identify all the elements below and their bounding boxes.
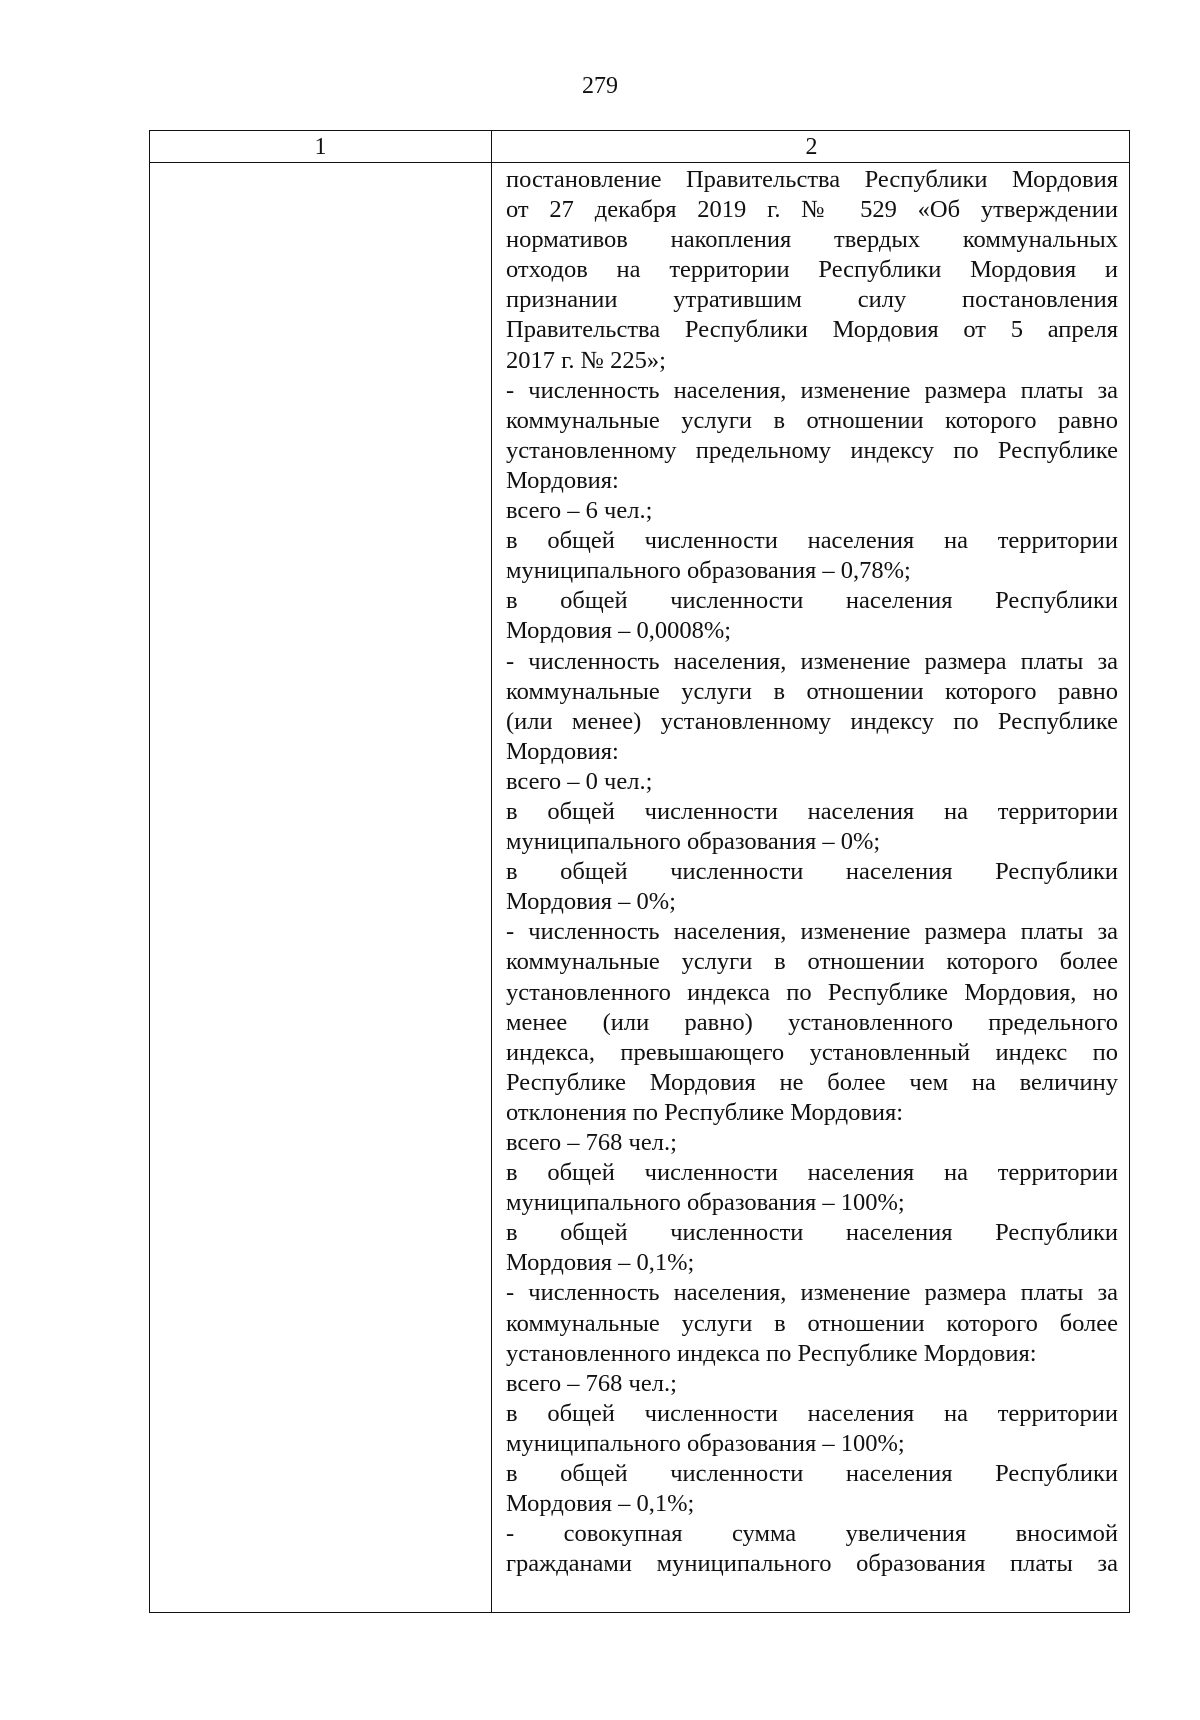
text-line: - численность населения, изменение размера платы за bbox=[506, 376, 1118, 404]
page-number: 279 bbox=[582, 73, 618, 99]
text-line: коммунальные услуги в отношении которого равно bbox=[506, 677, 1118, 705]
text-line: признании утратившим силу постановления bbox=[506, 286, 1118, 314]
text-line: Мордовия: bbox=[506, 466, 619, 494]
text-line: Мордовия – 0,0008%; bbox=[506, 617, 732, 645]
text-line: в общей численности населения Республики bbox=[506, 1219, 1118, 1247]
text-line: - совокупная сумма увеличения вносимой bbox=[506, 1520, 1118, 1548]
text-line: Мордовия – 0,1%; bbox=[506, 1490, 695, 1518]
text-line: установленного индекса по Республике Мордовия, но bbox=[506, 978, 1118, 1006]
text-line: всего – 6 чел.; bbox=[506, 497, 653, 525]
text-line: отходов на территории Республики Мордовия и bbox=[506, 256, 1118, 284]
text-line: коммунальные услуги в отношении которого более bbox=[506, 948, 1118, 976]
text-line: нормативов накопления твердых коммунальных bbox=[506, 226, 1118, 254]
text-line: Республике Мордовия не более чем на величину bbox=[506, 1068, 1118, 1096]
text-line: индекса, превышающего установленный индекс по bbox=[506, 1038, 1118, 1066]
text-line: от 27 декабря 2019 г. № 529 «Об утверждении bbox=[506, 196, 1118, 224]
text-line: муниципального образования – 100%; bbox=[506, 1189, 905, 1217]
text-line: установленному предельному индексу по Республике bbox=[506, 436, 1118, 464]
text-line: в общей численности населения на территории bbox=[506, 797, 1118, 825]
text-line: - численность населения, изменение размера платы за bbox=[506, 1279, 1118, 1307]
text-line: установленного индекса по Республике Мордовия: bbox=[506, 1339, 1037, 1367]
text-line: муниципального образования – 0,78%; bbox=[506, 557, 911, 585]
document-table bbox=[149, 130, 1130, 1613]
text-line: всего – 768 чел.; bbox=[506, 1129, 677, 1156]
text-line: в общей численности населения Республики bbox=[506, 587, 1118, 615]
column-divider bbox=[491, 131, 492, 1612]
text-line: всего – 768 чел.; bbox=[506, 1369, 677, 1397]
text-line: Мордовия – 0%; bbox=[506, 888, 676, 916]
text-line: в общей численности населения на территории bbox=[506, 1399, 1118, 1427]
column-2-cell-text bbox=[506, 165, 1118, 1610]
text-line: в общей численности населения на территории bbox=[506, 527, 1118, 555]
text-line: муниципального образования – 0%; bbox=[506, 828, 881, 856]
text-line: всего – 0 чел.; bbox=[506, 767, 653, 795]
text-line: (или менее) установленному индексу по Республике bbox=[506, 707, 1118, 735]
text-line: постановление Правительства Республики Мордовия bbox=[506, 166, 1118, 193]
text-line: муниципального образования – 100%; bbox=[506, 1429, 905, 1457]
column-header-2: 2 bbox=[805, 134, 818, 160]
text-line: коммунальные услуги в отношении которого равно bbox=[506, 406, 1118, 434]
text-line: Мордовия – 0,1%; bbox=[506, 1249, 695, 1277]
text-line: отклонения по Республике Мордовия: bbox=[506, 1098, 904, 1126]
text-line: в общей численности населения на территории bbox=[506, 1159, 1118, 1187]
column-header-1: 1 bbox=[314, 134, 327, 160]
text-line: 2017 г. № 225»; bbox=[506, 346, 666, 374]
text-line: в общей численности населения Республики bbox=[506, 858, 1118, 886]
text-line: Правительства Республики Мордовия от 5 апреля bbox=[506, 316, 1118, 344]
header-divider bbox=[150, 162, 1129, 163]
text-line: Мордовия: bbox=[506, 737, 619, 765]
text-line: - численность населения, изменение размера платы за bbox=[506, 918, 1118, 946]
text-line: коммунальные услуги в отношении которого более bbox=[506, 1309, 1118, 1337]
text-line: гражданами муниципального образования платы за bbox=[506, 1550, 1118, 1578]
text-line: менее (или равно) установленного предельного bbox=[506, 1008, 1118, 1036]
text-line: - численность населения, изменение размера платы за bbox=[506, 647, 1118, 675]
text-line: в общей численности населения Республики bbox=[506, 1460, 1118, 1488]
